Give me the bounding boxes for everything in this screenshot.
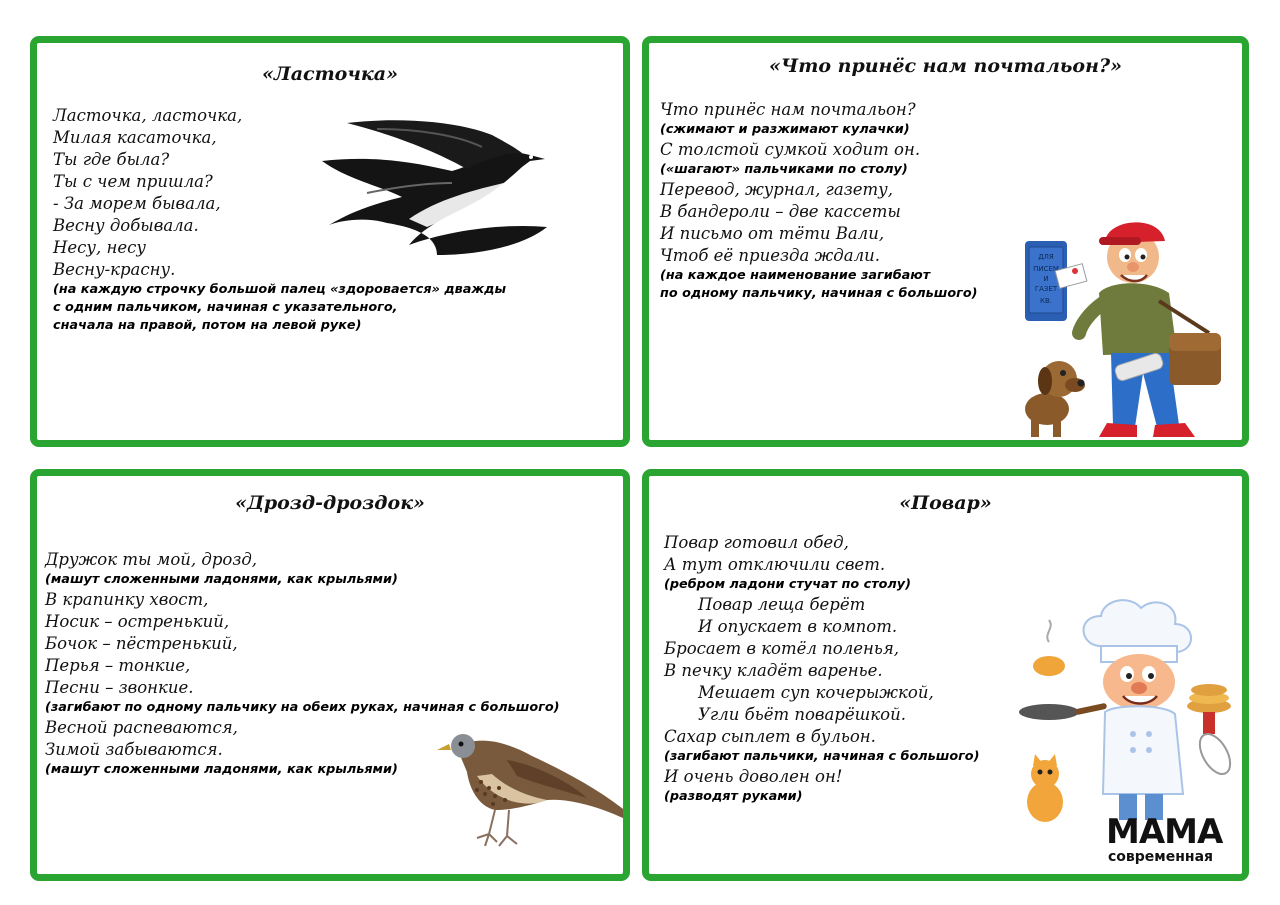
- poem-line: Несу, несу: [53, 238, 146, 257]
- poem-line: Ты где была?: [53, 150, 170, 169]
- action-note: (машут сложенными ладонями, как крыльями): [45, 572, 398, 587]
- poem-line: Зимой забываются.: [45, 740, 223, 759]
- poem-line: Бочок – пёстренький,: [45, 634, 238, 653]
- action-note: с одним пальчиком, начиная с указательного,: [53, 300, 398, 315]
- poem-line: А тут отключили свет.: [664, 555, 886, 574]
- action-note: (на каждое наименование загибают: [660, 268, 931, 283]
- poem-line: Весной распеваются,: [45, 718, 238, 737]
- card-title: «Дрозд-дроздок»: [235, 492, 425, 514]
- logo-main-text: МАМА: [1106, 812, 1223, 852]
- action-note: (на каждую строчку большой палец «здоровается» дважды: [53, 282, 507, 297]
- poem-line: Мешает суп кочерыжкой,: [698, 683, 934, 702]
- action-note: (сжимают и разжимают кулачки): [660, 122, 910, 137]
- mama-logo: [1106, 812, 1236, 875]
- poem-line: Милая касаточка,: [53, 128, 217, 147]
- action-note: сначала на правой, потом на левой руке): [53, 318, 362, 333]
- action-note: (загибают по одному пальчику на обеих руках, начиная с большого): [45, 700, 560, 715]
- swallow-illustration: [317, 115, 577, 260]
- poem-line: Песни – звонкие.: [45, 678, 194, 697]
- poem-line: Угли бьёт поварёшкой.: [698, 705, 906, 724]
- poem-line: Повар готовил обед,: [664, 533, 849, 552]
- postman-illustration: [1019, 183, 1234, 438]
- poem-line: И письмо от тёти Вали,: [660, 224, 885, 243]
- poem-line: Перья – тонкие,: [45, 656, 191, 675]
- postbox-text: ГАЗЕТ: [1034, 285, 1058, 293]
- action-note: (разводят руками): [664, 789, 803, 804]
- card-title: «Повар»: [899, 492, 992, 514]
- poem-line: - За морем бывала,: [53, 194, 221, 213]
- card-thrush: [30, 469, 630, 881]
- chef-illustration: [1019, 594, 1234, 834]
- poem: [660, 99, 977, 303]
- poem-line: В печку кладёт варенье.: [664, 661, 883, 680]
- action-note: (ребром ладони стучат по столу): [664, 577, 911, 592]
- poem-line: Дружок ты мой, дрозд,: [45, 550, 258, 569]
- postbox-text: КВ.: [1040, 297, 1052, 305]
- poem-line: Чтоб её приезда ждали.: [660, 246, 880, 265]
- action-note: (загибают пальчики, начиная с большого): [664, 749, 980, 764]
- card-swallow: [30, 36, 630, 447]
- poem-line: Ласточка, ласточка,: [53, 106, 243, 125]
- postbox-text: И: [1043, 275, 1049, 283]
- poem-line: И опускает в компот.: [698, 617, 898, 636]
- poem-line: Перевод, журнал, газету,: [660, 180, 893, 199]
- card-title: «Что принёс нам почтальон?»: [769, 55, 1122, 77]
- poem-line: В крапинку хвост,: [45, 590, 209, 609]
- thrush-illustration: [437, 726, 630, 871]
- poem-line: Носик – остренький,: [45, 612, 230, 631]
- action-note: (машут сложенными ладонями, как крыльями): [45, 762, 398, 777]
- poem: [664, 532, 979, 806]
- logo-sub-text: современная: [1108, 849, 1214, 865]
- poem-line: Весну-красну.: [53, 260, 176, 279]
- poem-line: В бандероли – две кассеты: [660, 202, 901, 221]
- poem-line: Сахар сыплет в бульон.: [664, 727, 876, 746]
- action-note: («шагают» пальчиками по столу): [660, 162, 908, 177]
- postbox-text: ДЛЯ: [1038, 253, 1054, 261]
- postbox-text: ПИСЕМ: [1033, 265, 1059, 273]
- poem-line: Ты с чем пришла?: [53, 172, 213, 191]
- poem-line: Повар леща берёт: [698, 595, 866, 614]
- poem-line: И очень доволен он!: [664, 767, 843, 786]
- poem-line: Весну добывала.: [53, 216, 199, 235]
- action-note: по одному пальчику, начиная с большого): [660, 286, 978, 301]
- poem-line: Что принёс нам почтальон?: [660, 100, 916, 119]
- card-title: «Ласточка»: [262, 63, 398, 85]
- poem-line: Бросает в котёл поленья,: [664, 639, 900, 658]
- poem-line: С толстой сумкой ходит он.: [660, 140, 921, 159]
- card-postman: [642, 36, 1249, 447]
